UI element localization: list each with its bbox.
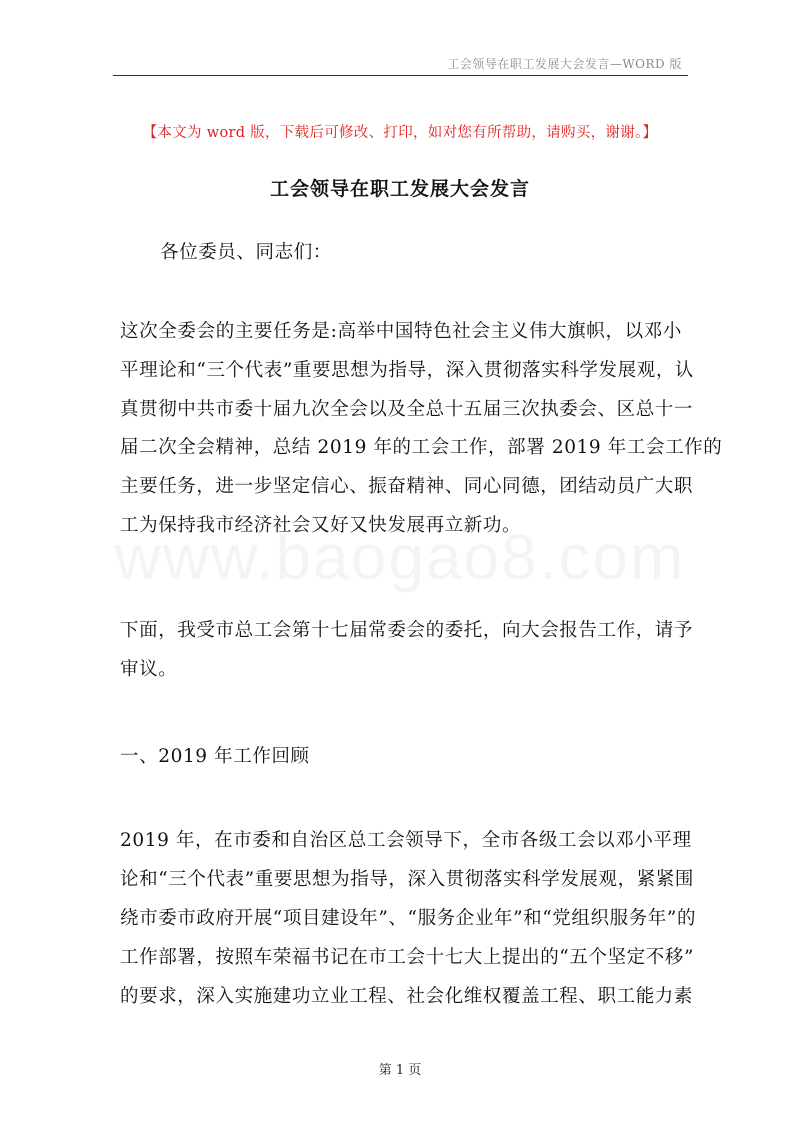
salutation: 各位委员、同志们：	[160, 242, 332, 263]
paragraph-line: 的要求，深入实施建功立业工程、社会化维权覆盖工程、职工能力素	[120, 986, 694, 1007]
header-divider	[113, 75, 688, 76]
paragraph-line: 2019 年，在市委和自治区总工会领导下，全市各级工会以邓小平理	[120, 830, 692, 851]
purchase-notice: 【本文为 word 版，下载后可修改、打印，如对您有所帮助，请购买，谢谢。】	[142, 125, 658, 141]
paragraph-line: 工作部署，按照车荣福书记在市工会十七大上提出的“五个坚定不移”	[120, 947, 695, 968]
paragraph-line: 论和“三个代表”重要思想为指导，深入贯彻落实科学发展观，紧紧围	[120, 869, 695, 890]
page-number: 第 1 页	[378, 1063, 422, 1078]
document-title: 工会领导在职工发展大会发言	[269, 178, 530, 200]
paragraph-line: 下面，我受市总工会第十七届常委会的委托，向大会报告工作，请予	[120, 620, 694, 641]
header-text: 工会领导在职工发展大会发言—WORD 版	[447, 57, 682, 71]
paragraph-line: 审议。	[120, 659, 178, 680]
paragraph-line: 真贯彻中共市委十届九次全会以及全总十五届三次执委会、区总十一	[120, 399, 694, 420]
section-heading: 一、2019 年工作回顾	[120, 746, 310, 767]
paragraph-line: 工为保持我市经济社会又好又快发展再立新功。	[120, 515, 522, 536]
paragraph-line: 这次全委会的主要任务是:高举中国特色社会主义伟大旗帜，以邓小	[120, 321, 682, 342]
paragraph-line: 主要任务，进一步坚定信心、振奋精神、同心同德，团结动员广大职	[120, 476, 694, 497]
paragraph-line: 绕市委市政府开展“项目建设年”、“服务企业年”和“党组织服务年”的	[120, 908, 697, 929]
paragraph-line: 平理论和“三个代表”重要思想为指导，深入贯彻落实科学发展观，认	[120, 360, 695, 381]
paragraph-line: 届二次全会精神，总结 2019 年的工会工作，部署 2019 年工会工作的	[120, 437, 723, 458]
